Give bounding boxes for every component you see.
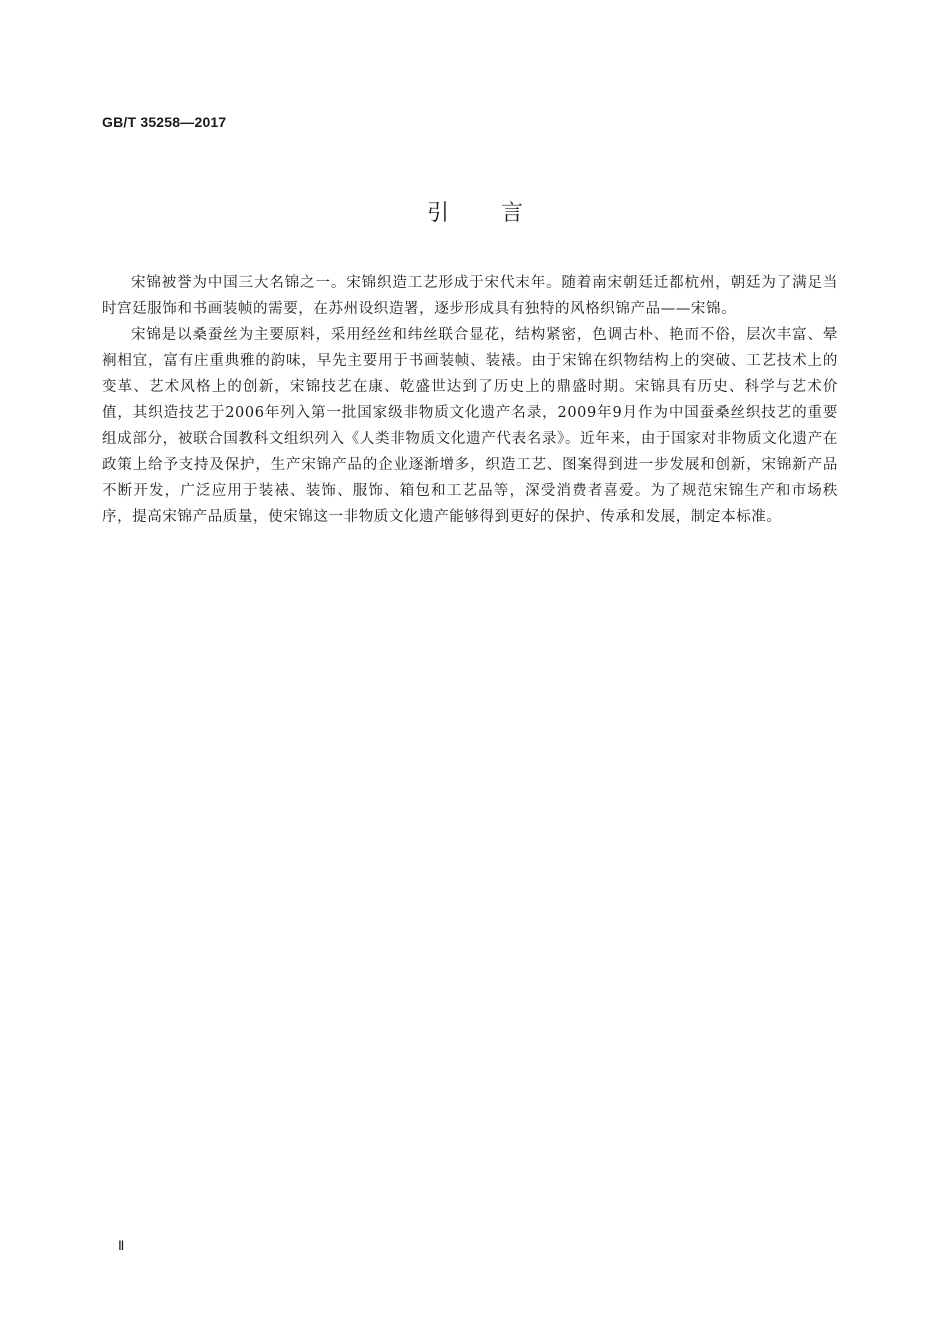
standard-number: GB/T 35258—2017: [102, 114, 227, 130]
page-number: Ⅱ: [118, 1238, 125, 1253]
paragraph: 宋锦被誉为中国三大名锦之一。宋锦织造工艺形成于宋代末年。随着南宋朝廷迁都杭州，朝廷为了满足当时宫廷服饰和书画装帧的需要，在苏州设织造署，逐步形成具有独特的风格织锦产品——宋锦。: [102, 275, 838, 317]
document-body: [102, 270, 838, 530]
section-title: 引言: [426, 201, 575, 226]
paragraph: 宋锦是以桑蚕丝为主要原料，采用经丝和纬丝联合显花，结构紧密，色调古朴、艳而不俗，层次丰富、晕裥相宜，富有庄重典雅的韵味，早先主要用于书画装帧、装裱。由于宋锦在织物结构上的突破、工艺技术上的变革、艺术风格上的创新，宋锦技艺在康、乾盛世达到了历史上的鼎盛时期。宋锦具有历史、科学与艺术价值，其织造技艺于2006年列入第一批国家级非物质文化遗产名录，2009年9月作为中国蚕桑丝织技艺的重要组成部分，被联合国教科文组织列入《人类非物质文化遗产代表名录》。近年来，由于国家对非物质文化遗产在政策上给予支持及保护，生产宋锦产品的企业逐渐增多，织造工艺、图案得到进一步发展和创新，宋锦新产品不断开发，广泛应用于装裱、装饰、服饰、箱包和工艺品等，深受消费者喜爱。为了规范宋锦生产和市场秩序，提高宋锦产品质量，使宋锦这一非物质文化遗产能够得到更好的保护、传承和发展，制定本标准。: [102, 327, 838, 525]
